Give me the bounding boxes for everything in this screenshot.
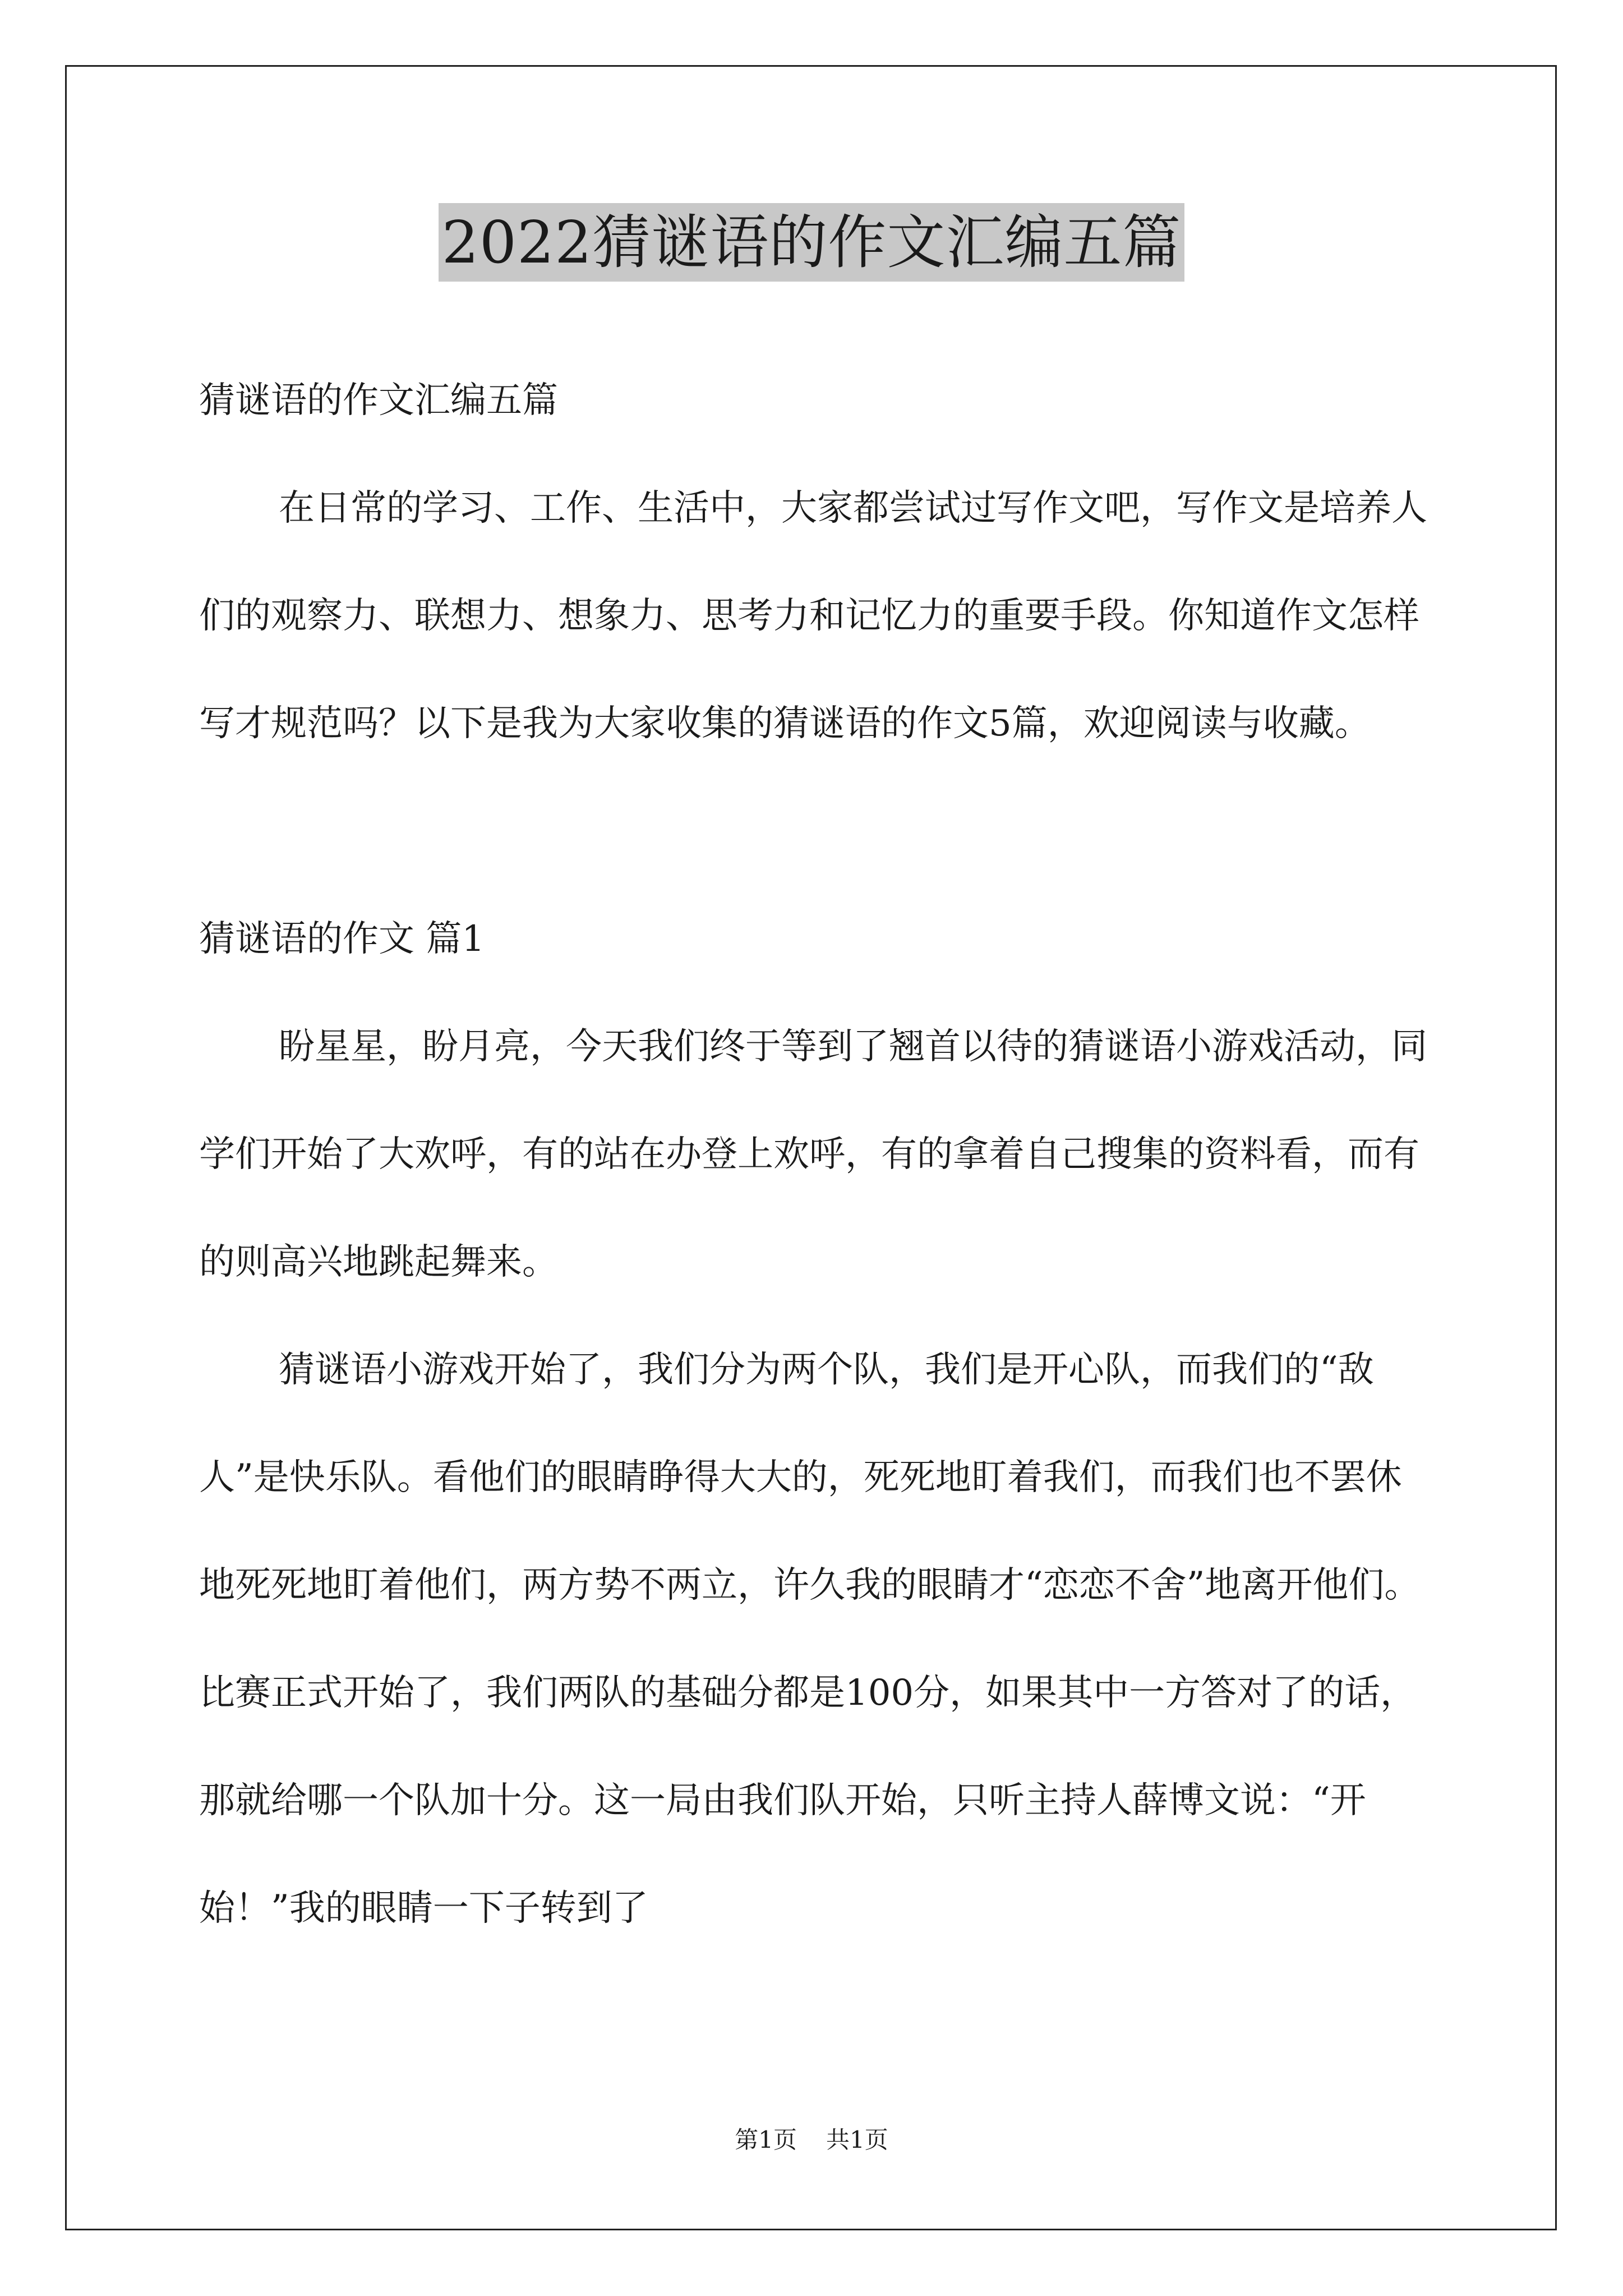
title-container [0, 203, 1623, 282]
page-number-current: 第1页 [735, 2126, 797, 2154]
document-subtitle: 猜谜语的作文汇编五篇 [199, 380, 558, 421]
document-title: 2022猜谜语的作文汇编五篇 [439, 203, 1185, 282]
section-paragraph: 盼星星，盼月亮，今天我们终于等到了翘首以待的猜谜语小游戏活动，同学们开始了大欢呼，有的站在办登上欢呼，有的拿着自己搜集的资料看，而有的则高兴地跳起舞来。 [199, 1026, 1427, 1283]
page-footer [0, 2123, 1623, 2157]
page-number-total: 共1页 [826, 2126, 888, 2154]
section-paragraph: 猜谜语小游戏开始了，我们分为两个队，我们是开心队，而我们的“敌人”是快乐队。看他们的眼睛睁得大大的，死死地盯着我们，而我们也不罢休地死死地盯着他们，两方势不两立，许久我的眼睛才“恋恋不舍”地离开他们。比赛正式开始了，我们两队的基础分都是100分，如果其中一方答对了的话，那就给哪一个队加十分。这一局由我们队开始，只听主持人薛博文说：“开始！”我的眼睛一下子转到了 [199, 1349, 1421, 1929]
document-body [199, 347, 1427, 1962]
intro-paragraph: 在日常的学习、工作、生活中，大家都尝试过写作文吧，写作文是培养人们的观察力、联想力、想象力、思考力和记忆力的重要手段。你知道作文怎样写才规范吗？以下是我为大家收集的猜谜语的作文5篇，欢迎阅读与收藏。 [199, 487, 1427, 744]
section-heading: 猜谜语的作文 篇1 [199, 918, 485, 960]
